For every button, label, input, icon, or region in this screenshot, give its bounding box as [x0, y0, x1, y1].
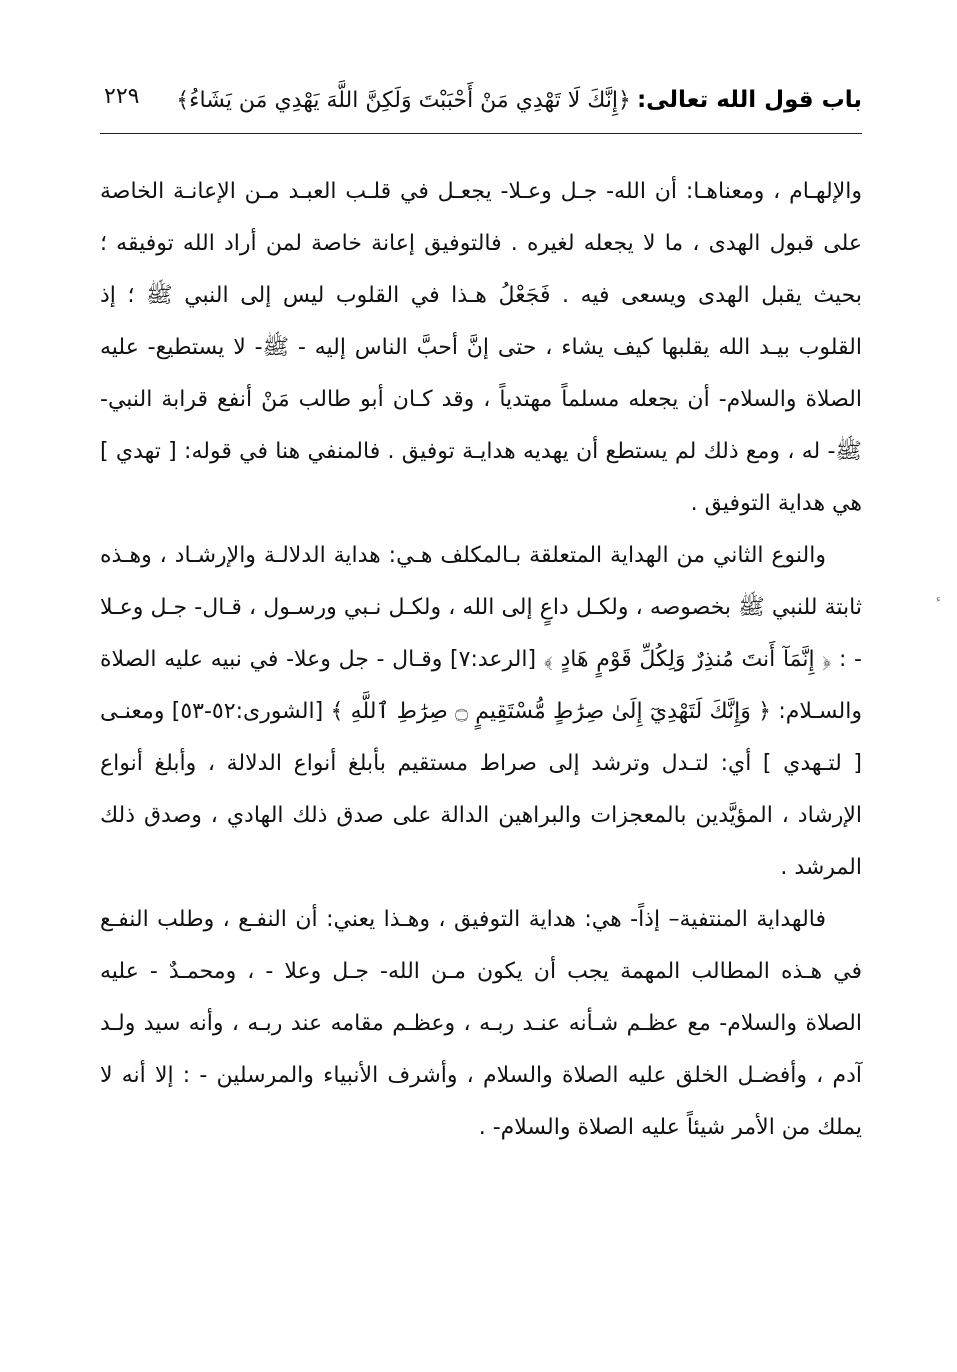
chapter-title: باب قول الله تعالى:: [636, 87, 862, 113]
header-verse: ﴿إِنَّكَ لَا تَهْدِي مَنْ أَحْبَبْتَ وَلَكِنَّ اللَّهَ يَهْدِي مَن يَشَاءُ﴾: [176, 87, 631, 113]
page-header: [100, 72, 862, 128]
header-divider: [100, 133, 862, 134]
paragraph: فالهداية المنتفية– إذاً- هي: هداية التوفيق ، وهـذا يعني: أن النفـع ، وطلب النفـع في هـذه المطالب المهمة يجب أن يكون مـن الله- جـل وعلا - ، ومحمـدٌ - عليه الصلاة والسلام- مع عظـم شـأنه عنـد ربـه ، وعظـم مقامه عند ربـه ، وأنه سيد ولـد آدم ، وأفضـل الخلق عليه الصلاة والسلام ، وأشرف الأنبياء والمرسلين - : إلا أنه لا يملك من الأمر شيئاً عليه الصلاة والسلام- .: [100, 907, 862, 1140]
margin-mark: ﺀ: [936, 594, 941, 605]
paragraph: والإلهـام ، ومعناهـا: أن الله- جـل وعـلا- يجعـل في قلـب العبـد مـن الإعانـة الخاصة على قبول الهدى ، ما لا يجعله لغيره . فالتوفيق إعانة خاصة لمن أراد الله توفيقه ؛ بحيث يقبل الهدى ويسعى فيه . فَجَعْلُ هـذا في القلوب ليس إلى النبي ﷺ ؛ إذ القلوب بيـد الله يقلبها كيف يشاء ، حتى إنَّ أحبَّ الناس إليه - ﷺ- لا يستطيع- عليه الصلاة والسلام- أن يجعله مسلماً مهتدياً ، وقد كـان أبو طالب مَنْ أنفع قرابة النبي- ﷺ- له ، ومع ذلك لم يستطع أن يهديه هدايـة توفيق . فالمنفي هنا في قوله: [ تهدي ] هي هداية التوفيق .: [100, 179, 862, 516]
page-number: ٢٢٩: [104, 84, 140, 109]
page-body: [100, 166, 862, 1154]
paragraph: والنوع الثاني من الهداية المتعلقة بـالمكلف هـي: هداية الدلالـة والإرشـاد ، وهـذه ثابتة للنبي ﷺ بخصوصه ، ولكـل داعٍ إلى الله ، ولكـل نـبي ورسـول ، قـال- جـل وعـلا - : ﴿ إِنَّمَآ أَنتَ مُنذِرٌ وَلِكُلِّ قَوْمٍ هَادٍ ﴾ [الرعد:٧] وقـال - جل وعلا- في نبيه عليه الصلاة والسـلام: ﴿ وَإِنَّكَ لَتَهْدِيٓ إِلَىٰ صِرَٰطٍ مُّسْتَقِيمٍ ۝ صِرَٰطِ ٱللَّهِ ﴾ [الشورى:٥٢-٥٣] ومعنـى [ لتـهدي ] أي: لتـدل وترشد إلى صراط مستقيم بأبلغ أنواع الدلالة ، وأبلغ أنواع الإرشاد ، المؤيَّدين بالمعجزات والبراهين الدالة على صدق ذلك الهادي ، وصدق ذلك المرشد .: [100, 543, 862, 880]
